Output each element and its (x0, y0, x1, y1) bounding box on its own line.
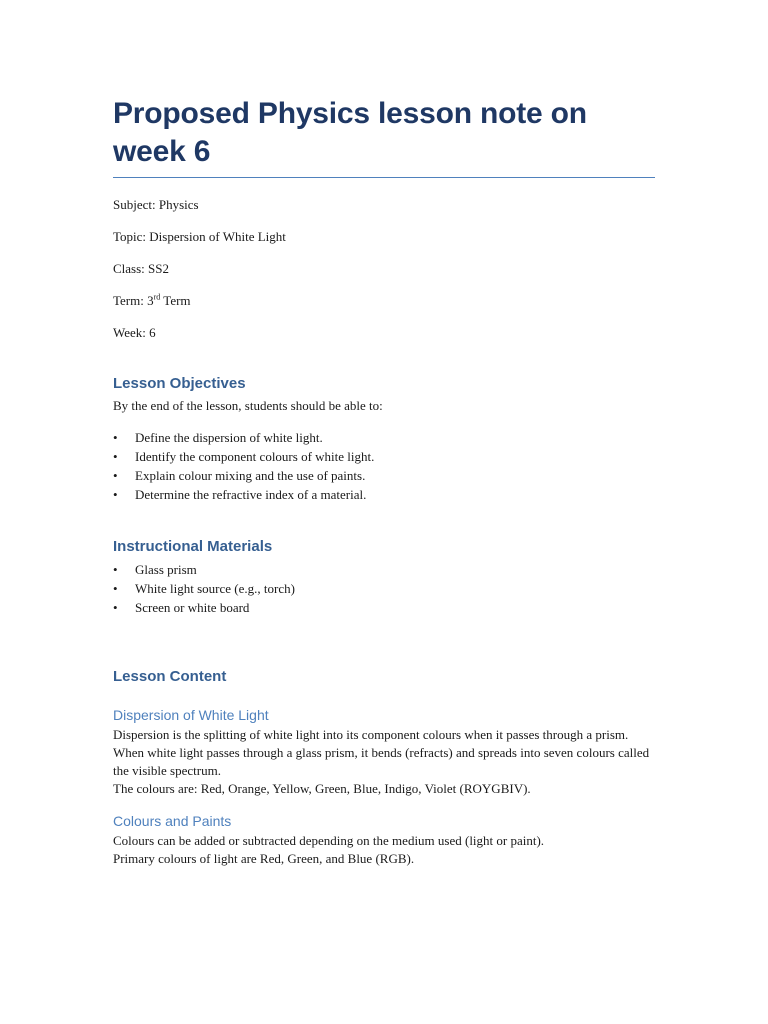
list-item-text: White light source (e.g., torch) (135, 581, 295, 596)
term-suffix: Term (160, 293, 191, 308)
term-superscript: rd (153, 292, 161, 302)
list-item-text: Determine the refractive index of a material. (135, 487, 367, 502)
subject-line: Subject: Physics (113, 197, 199, 212)
colours-heading: Colours and Paints (113, 813, 232, 829)
colours-paragraph-1: Colours can be added or subtracted depending on the medium used (light or paint). (113, 833, 545, 848)
page-title: Proposed Physics lesson note on week 6 (113, 95, 655, 178)
bullet-icon: • (113, 562, 118, 577)
list-item-text: Explain colour mixing and the use of paints. (135, 468, 366, 483)
bullet-icon: • (113, 468, 118, 483)
list-item (113, 466, 655, 485)
term-line (113, 292, 655, 310)
list-item-text: Screen or white board (135, 600, 250, 615)
list-item-text: Identify the component colours of white light. (135, 449, 375, 464)
list-item (113, 428, 655, 447)
bullet-icon: • (113, 487, 118, 502)
materials-heading: Instructional Materials (113, 538, 273, 555)
list-item (113, 560, 655, 579)
objectives-list (113, 428, 655, 504)
bullet-icon: • (113, 600, 118, 615)
bullet-icon: • (113, 449, 118, 464)
dispersion-paragraph-2: When white light passes through a glass prism, it bends (refracts) and spreads into seven colours called the visible spectrum. (113, 745, 650, 778)
topic-line: Topic: Dispersion of White Light (113, 229, 286, 244)
lesson-meta (113, 196, 655, 342)
list-item (113, 579, 655, 598)
objectives-heading: Lesson Objectives (113, 375, 246, 392)
class-line: Class: SS2 (113, 261, 169, 276)
dispersion-heading: Dispersion of White Light (113, 707, 269, 723)
content-heading: Lesson Content (113, 668, 227, 685)
week-line: Week: 6 (113, 325, 156, 340)
bullet-icon: • (113, 430, 118, 445)
dispersion-paragraph-3: The colours are: Red, Orange, Yellow, Green, Blue, Indigo, Violet (ROYGBIV). (113, 781, 531, 796)
dispersion-paragraph-1: Dispersion is the splitting of white light into its component colours when it passes through a prism. (113, 727, 629, 742)
list-item-text: Define the dispersion of white light. (135, 430, 323, 445)
materials-list (113, 560, 655, 617)
list-item (113, 447, 655, 466)
bullet-icon: • (113, 581, 118, 596)
objectives-intro: By the end of the lesson, students should be able to: (113, 398, 383, 413)
list-item (113, 485, 655, 504)
term-prefix: Term: 3 (113, 293, 154, 308)
list-item (113, 598, 655, 617)
list-item-text: Glass prism (135, 562, 197, 577)
colours-paragraph-2: Primary colours of light are Red, Green, and Blue (RGB). (113, 851, 415, 866)
